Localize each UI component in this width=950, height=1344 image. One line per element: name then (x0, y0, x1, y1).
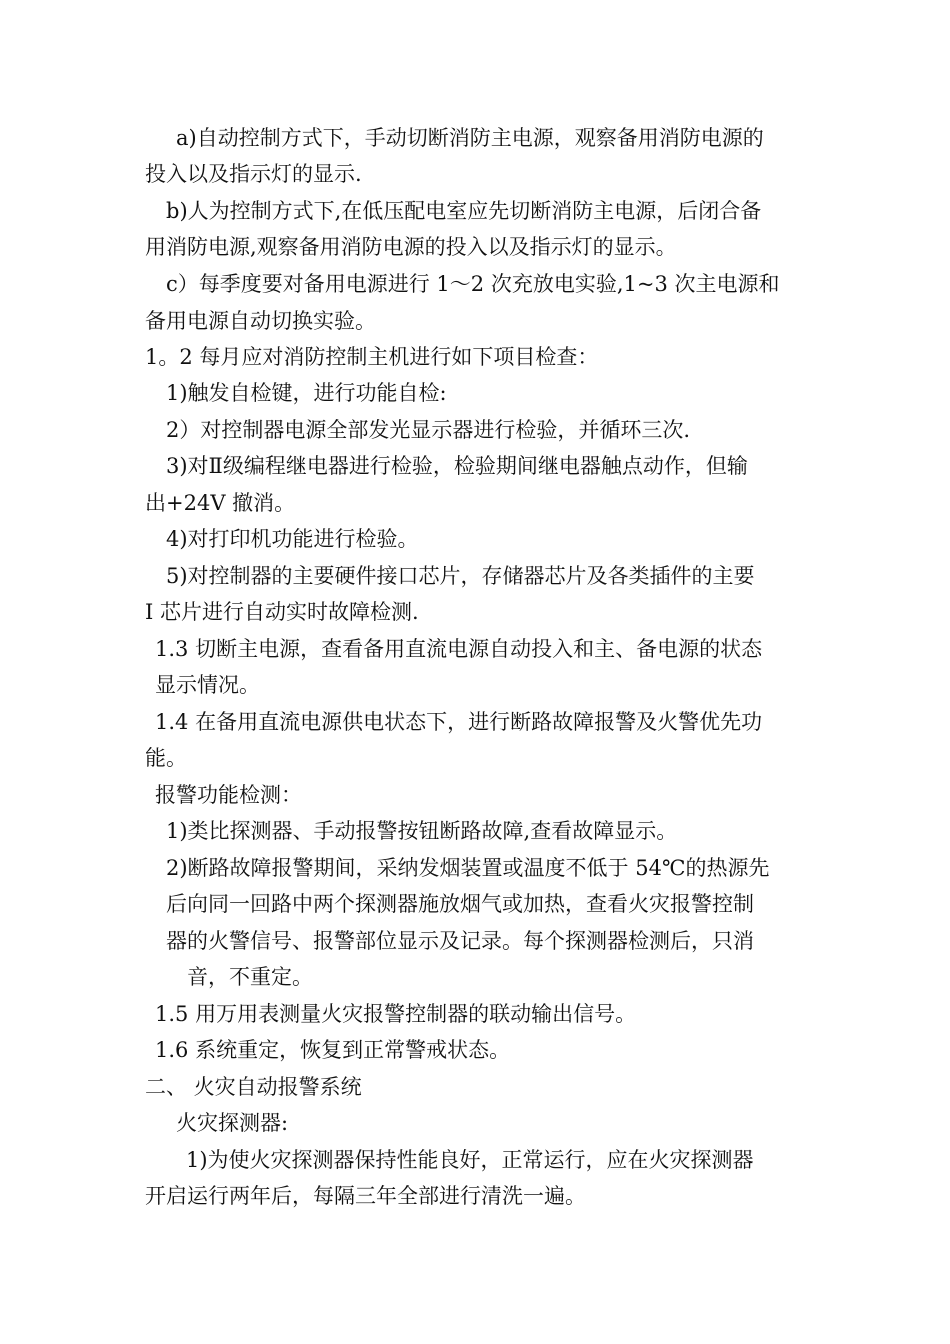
text-line: 显示情况。 (155, 673, 260, 697)
text-line: 4)对打印机功能进行检验。 (166, 527, 419, 551)
text-line: 器的火警信号、报警部位显示及记录。每个探测器检测后，只消 (166, 929, 754, 953)
text-line: 2)断路故障报警期间，采纳发烟装置或温度不低于 54℃的热源先 (166, 856, 770, 880)
text-line: 投入以及指示灯的显示. (145, 162, 362, 186)
text-line: 1.5 用万用表测量火灾报警控制器的联动输出信号。 (155, 1002, 637, 1026)
text-line: 1)类比探测器、手动报警按钮断路故障,查看故障显示。 (166, 819, 678, 843)
text-line: 备用电源自动切换实验。 (145, 309, 376, 333)
text-line: 1.6 系统重定，恢复到正常警戒状态。 (155, 1038, 511, 1062)
text-line: 1)触发自检键，进行功能自检: (166, 381, 447, 405)
text-line: 1)为使火灾探测器保持性能良好，正常运行，应在火灾探测器 (186, 1148, 754, 1172)
text-line: 5)对控制器的主要硬件接口芯片，存储器芯片及各类插件的主要 (166, 564, 755, 588)
text-line: 音，不重定。 (187, 965, 313, 989)
text-line: 火灾探测器: (176, 1111, 289, 1135)
text-line: 二、 火灾自动报警系统 (145, 1075, 362, 1099)
text-line: c）每季度要对备用电源进行 1～2 次充放电实验,1~3 次主电源和 (166, 272, 780, 296)
text-line: 开启运行两年后，每隔三年全部进行清洗一遍。 (145, 1184, 586, 1208)
text-line: 后向同一回路中两个探测器施放烟气或加热，查看火灾报警控制 (166, 892, 754, 916)
text-line: 1。2 每月应对消防控制主机进行如下项目检查： (145, 345, 599, 369)
text-line: 能。 (145, 746, 187, 770)
text-line: 出+24V 撤消。 (145, 491, 296, 515)
text-line: b)人为控制方式下,在低压配电室应先切断消防主电源，后闭合备 (166, 199, 762, 223)
text-line: 2）对控制器电源全部发光显示器进行检验，并循环三次. (166, 418, 691, 442)
text-line: a)自动控制方式下，手动切断消防主电源，观察备用消防电源的 (176, 126, 764, 150)
text-line: 1.4 在备用直流电源供电状态下，进行断路故障报警及火警优先功 (155, 710, 763, 734)
text-line: 3)对Ⅱ级编程继电器进行检验，检验期间继电器触点动作，但输 (166, 454, 748, 478)
text-line: 报警功能检测： (155, 783, 302, 807)
text-line: I 芯片进行自动实时故障检测. (145, 600, 419, 624)
text-line: 1.3 切断主电源，查看备用直流电源自动投入和主、备电源的状态 (155, 637, 763, 661)
text-line: 用消防电源,观察备用消防电源的投入以及指示灯的显示。 (145, 235, 677, 259)
